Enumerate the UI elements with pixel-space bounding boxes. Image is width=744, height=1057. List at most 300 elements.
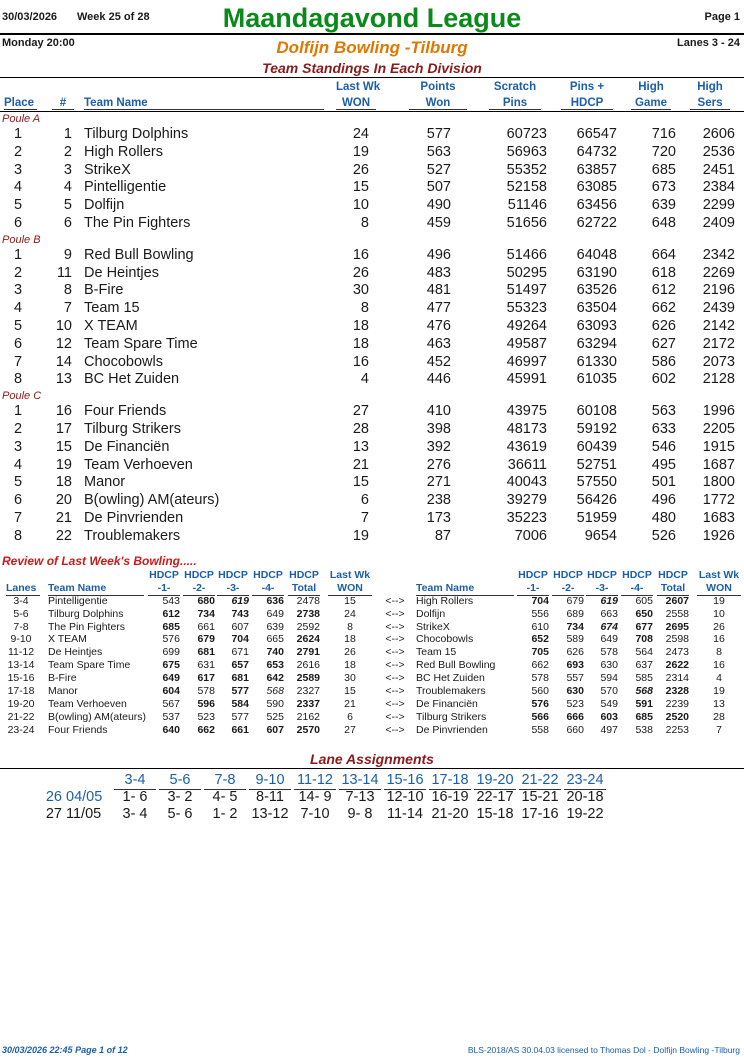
lastwk-won: 27	[352, 403, 369, 420]
lane-pairing: 19-22	[566, 806, 604, 822]
standings-row	[0, 510, 744, 528]
total-score: 2520	[665, 710, 689, 723]
standings-row	[0, 336, 744, 354]
lastwk-won: 8	[716, 646, 722, 659]
lastwk-won: 4	[716, 672, 722, 685]
place: 8	[13, 527, 23, 544]
team-number: 12	[55, 335, 72, 352]
lane-pairing: 20-18	[566, 789, 604, 805]
lastwk-won: 19	[713, 685, 725, 698]
high-series: 2384	[702, 179, 735, 196]
header-divider	[0, 33, 744, 35]
high-game: 501	[651, 474, 676, 491]
place: 2	[13, 143, 23, 160]
lane-pairing: 16-19	[431, 789, 469, 805]
lane-pairing: 15-18	[476, 806, 514, 822]
game-score: 661	[197, 620, 215, 633]
versus-marker: <-->	[385, 697, 405, 710]
scratch-pins: 45991	[506, 371, 547, 388]
game-score: 584	[231, 697, 249, 710]
lastwk-won: 8	[347, 620, 353, 633]
lane-header: 11-12	[294, 772, 336, 790]
team-number: 13	[55, 371, 72, 388]
review-col-h_g4: -4-	[621, 582, 653, 596]
team-name: Team Verhoeven	[48, 697, 127, 710]
scratch-pins: 49264	[506, 317, 547, 334]
lastwk-won: 16	[713, 659, 725, 672]
subtitle-divider	[0, 77, 744, 78]
review-row	[0, 698, 744, 711]
place: 7	[13, 509, 23, 526]
high-game: 673	[651, 179, 676, 196]
game-score: 640	[162, 723, 180, 736]
points-won: 476	[426, 317, 451, 334]
review-col-h_won: WON	[328, 582, 372, 596]
pins-hdcp: 64048	[576, 246, 617, 263]
total-score: 2738	[296, 607, 320, 620]
game-score: 578	[197, 685, 215, 698]
review-header-1	[0, 569, 744, 582]
versus-marker: <-->	[385, 633, 405, 646]
lastwk-won: 7	[360, 509, 369, 526]
pins-hdcp: 63857	[576, 161, 617, 178]
team-number: 3	[63, 161, 72, 178]
team-name: Dolfijn	[84, 197, 125, 214]
team-name: Red Bull Bowling	[84, 246, 194, 263]
lane-header: 19-20	[474, 772, 516, 790]
game-score: 663	[600, 607, 618, 620]
versus-marker: <-->	[385, 685, 405, 698]
review-row	[0, 672, 744, 685]
game-score: 607	[266, 723, 284, 736]
game-score: 560	[531, 685, 549, 698]
team-name: Pintelligentie	[84, 179, 167, 196]
game-score: 704	[231, 633, 249, 646]
team-name: X TEAM	[84, 317, 138, 334]
team-name: Tilburg Dolphins	[48, 607, 124, 620]
lastwk-won: 15	[344, 685, 356, 698]
high-series: 2196	[702, 282, 735, 299]
game-score: 603	[600, 710, 618, 723]
game-score: 675	[162, 659, 180, 672]
lane-pairing: 17-16	[521, 806, 559, 822]
game-score: 570	[600, 685, 618, 698]
game-score: 685	[635, 710, 653, 723]
high-game: 618	[651, 264, 676, 281]
total-score: 2598	[665, 633, 689, 646]
pins-hdcp: 63093	[576, 317, 617, 334]
team-number: 2	[63, 143, 72, 160]
game-score: 577	[231, 685, 249, 698]
points-won: 452	[426, 353, 451, 370]
versus-marker: <-->	[385, 594, 405, 607]
review-col-h_lastwk: Last Wk	[329, 569, 371, 581]
team-number: 20	[55, 492, 72, 509]
points-won: 463	[426, 335, 451, 352]
standings-row	[0, 162, 744, 180]
team-name: The Pin Fighters	[48, 620, 126, 633]
col-hg-1: High	[638, 81, 664, 93]
week-number: 27	[45, 806, 62, 822]
lane-row	[0, 806, 744, 823]
place: 5	[13, 317, 23, 334]
game-score: 680	[197, 594, 215, 607]
total-score: 2337	[296, 697, 320, 710]
lanes-range: Lanes 3 - 24	[677, 37, 740, 49]
standings-row	[0, 474, 744, 492]
team-name: Chocobowls	[84, 353, 163, 370]
high-series: 2205	[702, 420, 735, 437]
lastwk-won: 28	[713, 710, 725, 723]
game-score: 657	[231, 659, 249, 672]
team-number: 6	[63, 214, 72, 231]
total-score: 2253	[665, 723, 689, 736]
review-col-lanes: Lanes	[6, 582, 40, 596]
standings-row	[0, 439, 744, 457]
points-won: 392	[426, 438, 451, 455]
game-score: 523	[197, 710, 215, 723]
game-score: 564	[635, 646, 653, 659]
versus-marker: <-->	[385, 659, 405, 672]
standings-row	[0, 197, 744, 215]
review-header-2	[0, 582, 744, 595]
place: 6	[13, 335, 23, 352]
lane-pair: 19-20	[7, 697, 35, 710]
game-score: 558	[531, 723, 549, 736]
review-col-h_g4: -4-	[252, 582, 284, 596]
game-score: 671	[231, 646, 249, 659]
total-score: 2592	[296, 620, 320, 633]
game-score: 589	[566, 633, 584, 646]
versus-marker: <-->	[385, 607, 405, 620]
game-score: 557	[566, 672, 584, 685]
versus-marker: <-->	[385, 723, 405, 736]
pins-hdcp: 63190	[576, 264, 617, 281]
team-name: Red Bull Bowling	[416, 659, 496, 672]
review-col-h_hdcp: HDCP	[253, 569, 283, 581]
game-score: 576	[162, 633, 180, 646]
points-won: 477	[426, 300, 451, 317]
review-col-h_hdcp: HDCP	[587, 569, 617, 581]
pins-hdcp: 63085	[576, 179, 617, 196]
place: 4	[13, 300, 23, 317]
lane-pairing: 4- 5	[212, 789, 238, 805]
game-score: 566	[531, 710, 549, 723]
review-row	[0, 608, 744, 621]
game-score: 642	[266, 672, 284, 685]
game-score: 568	[266, 685, 284, 698]
scratch-pins: 40043	[506, 474, 547, 491]
team-name: B-Fire	[84, 282, 124, 299]
lastwk-won: 7	[716, 723, 722, 736]
team-name: High Rollers	[416, 594, 474, 607]
total-score: 2473	[665, 646, 689, 659]
game-score: 605	[635, 594, 653, 607]
high-game: 612	[651, 282, 676, 299]
lane-pairing: 7-13	[345, 789, 375, 805]
pins-hdcp: 61330	[576, 353, 617, 370]
points-won: 483	[426, 264, 451, 281]
review-row	[0, 659, 744, 672]
review-col-h_g1: -1-	[517, 582, 549, 596]
game-score: 630	[566, 685, 584, 698]
page-number: Page 1	[704, 11, 740, 23]
review-col-h_g3: -3-	[217, 582, 249, 596]
week-indicator: Week 25 of 28	[77, 11, 150, 23]
game-score: 650	[635, 607, 653, 620]
pins-hdcp: 63294	[576, 335, 617, 352]
high-series: 1772	[702, 492, 735, 509]
week-date: 04/05	[66, 789, 103, 805]
game-score: 665	[266, 633, 284, 646]
lane-pairing: 22-17	[476, 789, 514, 805]
lastwk-won: 6	[360, 492, 369, 509]
high-series: 1683	[702, 509, 735, 526]
game-score: 585	[635, 672, 653, 685]
place: 1	[13, 403, 23, 420]
team-number: 14	[55, 353, 72, 370]
team-number: 22	[55, 527, 72, 544]
team-name: De Financiën	[84, 438, 170, 455]
team-name: Troublemakers	[416, 685, 486, 698]
lane-pairing: 11-14	[386, 806, 423, 822]
team-number: 19	[55, 456, 72, 473]
game-score: 679	[197, 633, 215, 646]
pins-hdcp: 62722	[576, 214, 617, 231]
col-hs-2: Sers	[690, 97, 730, 110]
lastwk-won: 18	[344, 633, 356, 646]
lastwk-won: 19	[713, 594, 725, 607]
high-series: 2439	[702, 300, 735, 317]
team-name: B-Fire	[48, 672, 77, 685]
game-score: 617	[197, 672, 215, 685]
game-score: 649	[162, 672, 180, 685]
game-score: 693	[566, 659, 584, 672]
total-score: 2624	[296, 633, 320, 646]
team-name: Manor	[84, 474, 126, 491]
place: 3	[13, 282, 23, 299]
total-score: 2622	[665, 659, 689, 672]
points-won: 490	[426, 197, 451, 214]
lastwk-won: 18	[344, 659, 356, 672]
review-col-h_g2: -2-	[183, 582, 215, 596]
lane-assignments-table	[0, 772, 744, 823]
team-name: Team Spare Time	[84, 335, 198, 352]
team-name: Four Friends	[48, 723, 108, 736]
lastwk-won: 26	[713, 620, 725, 633]
total-score: 2695	[665, 620, 689, 633]
standings-row	[0, 457, 744, 475]
lastwk-won: 27	[344, 723, 356, 736]
scratch-pins: 46997	[506, 353, 547, 370]
total-score: 2314	[665, 672, 689, 685]
lane-header: 15-16	[384, 772, 426, 790]
game-score: 596	[197, 697, 215, 710]
lane-header-row	[0, 772, 744, 789]
high-game: 639	[651, 197, 676, 214]
pins-hdcp: 63456	[576, 197, 617, 214]
game-score: 525	[266, 710, 284, 723]
points-won: 527	[426, 161, 451, 178]
game-score: 649	[600, 633, 618, 646]
game-score: 708	[635, 633, 653, 646]
game-score: 626	[566, 646, 584, 659]
scratch-pins: 35223	[506, 509, 547, 526]
pins-hdcp: 9654	[584, 527, 617, 544]
pins-hdcp: 52751	[576, 456, 617, 473]
team-name: De Pinvrienden	[416, 723, 488, 736]
team-name: Team Spare Time	[48, 659, 131, 672]
team-number: 17	[55, 420, 72, 437]
game-score: 689	[566, 607, 584, 620]
lastwk-won: 26	[352, 161, 369, 178]
high-series: 2536	[702, 143, 735, 160]
division-label: Poule B	[2, 233, 41, 246]
lane-header: 3-4	[114, 772, 156, 790]
scratch-pins: 39279	[506, 492, 547, 509]
high-series: 2269	[702, 264, 735, 281]
review-col-team-b: Team Name	[416, 582, 514, 596]
lane-pairing: 12-10	[386, 789, 424, 805]
place: 2	[13, 264, 23, 281]
review-col-h_hdcp: HDCP	[289, 569, 319, 581]
high-series: 2606	[702, 126, 735, 142]
team-name: Dolfijn	[416, 607, 446, 620]
lastwk-won: 18	[352, 335, 369, 352]
high-game: 602	[651, 371, 676, 388]
game-score: 734	[197, 607, 215, 620]
total-score: 2589	[296, 672, 320, 685]
standings-row	[0, 421, 744, 439]
high-series: 1687	[702, 456, 735, 473]
game-score: 661	[231, 723, 249, 736]
game-score: 685	[162, 620, 180, 633]
pins-hdcp: 60439	[576, 438, 617, 455]
week-date: 11/05	[66, 806, 102, 822]
lane-pair: 11-12	[7, 646, 35, 659]
team-name: BC Het Zuiden	[416, 672, 485, 685]
review-table	[0, 569, 744, 737]
lane-assignments-divider	[0, 768, 744, 769]
lane-pairing: 9- 8	[347, 806, 373, 822]
lane-header: 7-8	[204, 772, 246, 790]
total-score: 2328	[665, 685, 689, 698]
lastwk-won: 21	[352, 456, 369, 473]
game-score: 619	[600, 594, 618, 607]
team-name: High Rollers	[84, 143, 163, 160]
lastwk-won: 19	[352, 143, 369, 160]
points-won: 507	[426, 179, 451, 196]
team-number: 15	[55, 438, 72, 455]
standings-row	[0, 371, 744, 389]
scratch-pins: 43619	[506, 438, 547, 455]
lastwk-won: 15	[344, 594, 356, 607]
standings-row	[0, 247, 744, 265]
total-score: 2239	[665, 697, 689, 710]
standings-row	[0, 144, 744, 162]
game-score: 662	[531, 659, 549, 672]
team-number: 4	[63, 179, 72, 196]
points-won: 238	[426, 492, 451, 509]
scratch-pins: 51497	[506, 282, 547, 299]
lane-pairing: 3- 4	[122, 806, 148, 822]
col-place: Place	[4, 97, 37, 110]
high-game: 563	[651, 403, 676, 420]
high-series: 2299	[702, 197, 735, 214]
lastwk-won: 16	[352, 353, 369, 370]
standings-row	[0, 528, 744, 546]
total-score: 2791	[296, 646, 320, 659]
review-row	[0, 633, 744, 646]
team-number: 5	[63, 197, 72, 214]
lane-header: 21-22	[519, 772, 561, 790]
day-time: Monday 20:00	[2, 37, 75, 49]
total-score: 2616	[296, 659, 320, 672]
scratch-pins: 50295	[506, 264, 547, 281]
lane-pairing: 14- 9	[298, 789, 332, 805]
review-col-h_won: WON	[697, 582, 741, 596]
col-scratch-1: Scratch	[493, 81, 537, 93]
high-series: 2142	[702, 317, 735, 334]
standings-table	[0, 112, 744, 546]
pins-hdcp: 56426	[576, 492, 617, 509]
high-game: 662	[651, 300, 676, 317]
total-score: 2478	[296, 594, 320, 607]
game-score: 577	[231, 710, 249, 723]
lane-pair: 5-6	[13, 607, 29, 620]
lane-pair: 23-24	[7, 723, 35, 736]
versus-marker: <-->	[385, 620, 405, 633]
high-game: 626	[651, 317, 676, 334]
game-score: 537	[162, 710, 180, 723]
team-name: Tilburg Dolphins	[84, 126, 189, 142]
scratch-pins: 51656	[506, 214, 547, 231]
high-series: 2342	[702, 246, 735, 263]
standings-row	[0, 265, 744, 283]
high-game: 648	[651, 214, 676, 231]
lastwk-won: 13	[352, 438, 369, 455]
lane-pairing: 5- 6	[167, 806, 193, 822]
lastwk-won: 21	[344, 697, 356, 710]
high-series: 2073	[702, 353, 735, 370]
game-score: 578	[600, 646, 618, 659]
points-won: 87	[434, 527, 451, 544]
review-col-h_g1: -1-	[148, 582, 180, 596]
lastwk-won: 16	[352, 246, 369, 263]
game-score: 699	[162, 646, 180, 659]
team-name: Team Verhoeven	[84, 456, 193, 473]
league-title: Maandagavond League	[222, 3, 522, 33]
lane-row	[0, 789, 744, 806]
team-name: De Heintjes	[84, 264, 159, 281]
place: 5	[13, 474, 23, 491]
review-row	[0, 685, 744, 698]
scratch-pins: 51146	[507, 197, 547, 214]
standings-row	[0, 126, 744, 144]
review-row	[0, 621, 744, 634]
team-name: Four Friends	[84, 403, 167, 420]
game-score: 630	[600, 659, 618, 672]
game-score: 681	[231, 672, 249, 685]
review-col-team: Team Name	[48, 582, 144, 596]
team-name: Team 15	[84, 300, 140, 317]
game-score: 666	[566, 710, 584, 723]
team-name: De Financiën	[416, 697, 478, 710]
col-num: #	[52, 97, 74, 110]
team-name: Troublemakers	[84, 527, 181, 544]
lane-pair: 13-14	[7, 659, 35, 672]
standings-subtitle: Team Standings In Each Division	[262, 60, 482, 76]
